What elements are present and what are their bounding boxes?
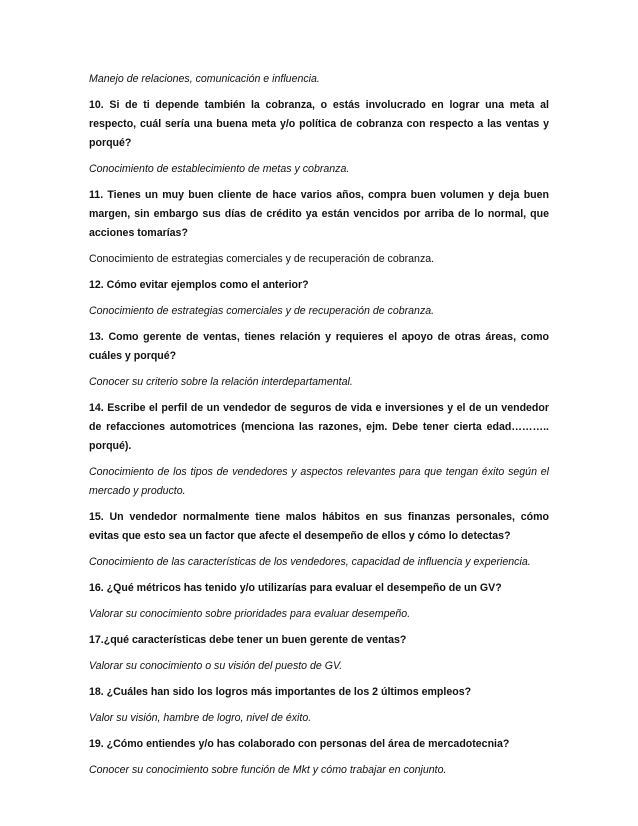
answer-text: Conocimiento de estrategias comerciales y de recuperación de cobranza. [89,253,435,265]
answer-text: Valorar su conocimiento o su visión del puesto de GV. [89,660,343,672]
question-10: 10. Si de ti depende también la cobranza, o estás involucrado en lograr una meta al respecto, cuál sería una buena meta y/o política de cobranza con respecto a las ventas y porqué? [89,99,549,149]
answer-text: Conocimiento de los tipos de vendedores y aspectos relevantes para que tengan éxito según el mercado y producto. [89,466,549,497]
document-page [89,70,549,787]
answer-text: Valorar su conocimiento sobre prioridades para evaluar desempeño. [89,608,411,620]
answer-text: Manejo de relaciones, comunicación e influencia. [89,73,320,85]
question-19: 19. ¿Cómo entiendes y/o has colaborado con personas del área de mercadotecnia? [89,738,510,750]
answer-text: Valor su visión, hambre de logro, nivel de éxito. [89,712,312,724]
answer-text: Conocimiento de establecimiento de metas y cobranza. [89,163,350,175]
question-11: 11. Tienes un muy buen cliente de hace varios años, compra buen volumen y deja buen margen, sin embargo sus días de crédito ya están vencidos por arriba de lo normal, que acciones tomarías? [89,189,549,239]
question-13: 13. Como gerente de ventas, tienes relación y requieres el apoyo de otras áreas, como cuáles y porqué? [89,331,549,362]
question-16: 16. ¿Qué métricos has tenido y/o utilizarías para evaluar el desempeño de un GV? [89,582,502,594]
question-12: 12. Cómo evitar ejemplos como el anterior? [89,279,309,291]
answer-text: Conocer su conocimiento sobre función de Mkt y cómo trabajar en conjunto. [89,764,447,776]
answer-text: Conocer su criterio sobre la relación interdepartamental. [89,376,353,388]
question-18: 18. ¿Cuáles han sido los logros más importantes de los 2 últimos empleos? [89,686,472,698]
question-15: 15. Un vendedor normalmente tiene malos hábitos en sus finanzas personales, cómo evitas que esto sea un factor que afecte el desempeño de ellos y cómo lo detectas? [89,511,549,542]
answer-text: Conocimiento de las características de los vendedores, capacidad de influencia y experiencia. [89,556,531,568]
question-14: 14. Escribe el perfil de un vendedor de seguros de vida e inversiones y el de un vendedor de refacciones automotrices (menciona las razones, ejm. Debe tener cierta edad……….. porqué). [89,402,549,452]
answer-text: Conocimiento de estrategias comerciales y de recuperación de cobranza. [89,305,435,317]
question-17: 17.¿qué características debe tener un buen gerente de ventas? [89,634,407,646]
